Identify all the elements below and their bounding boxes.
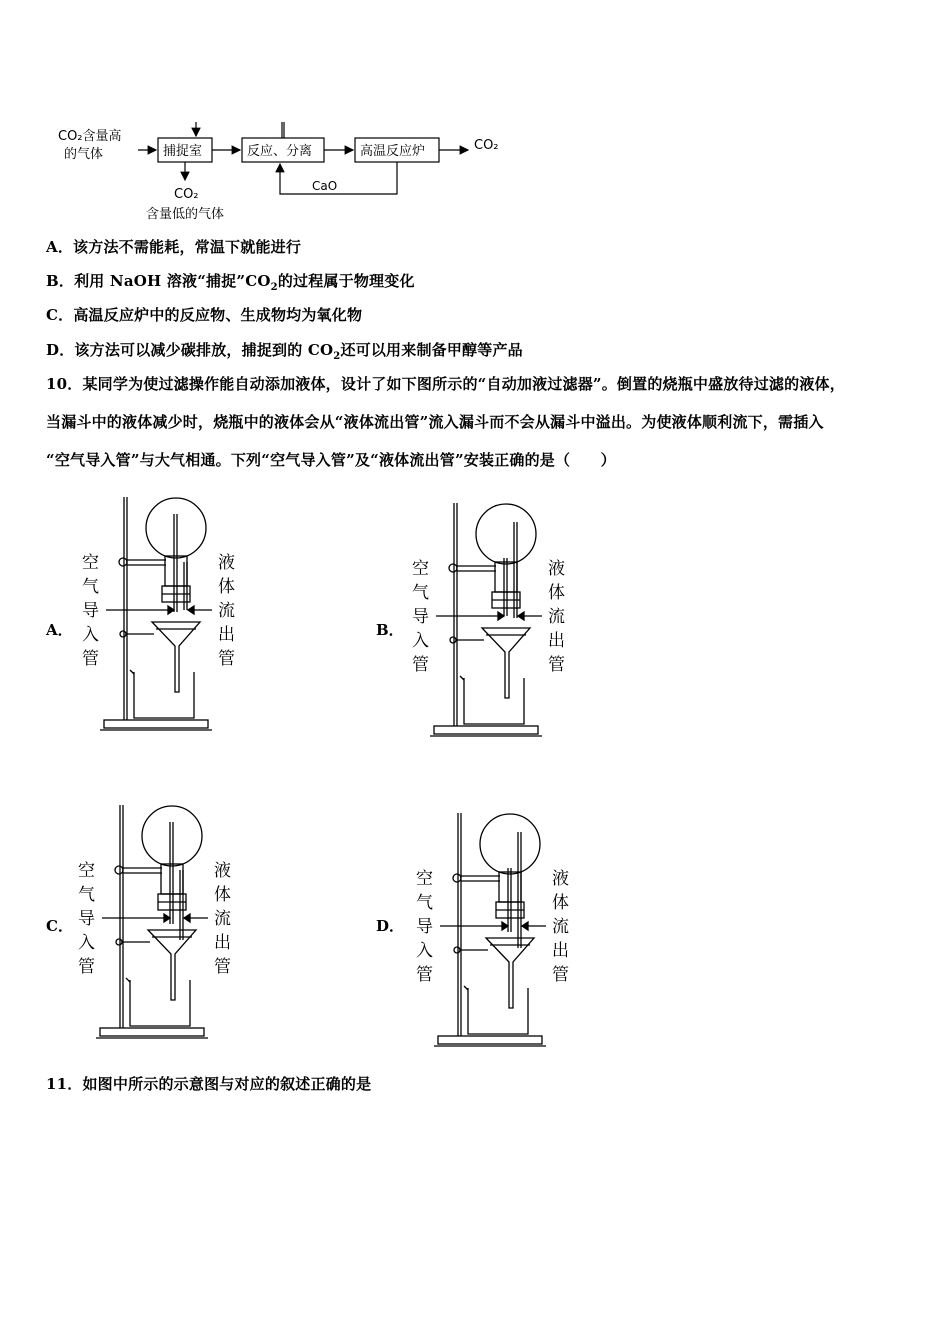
apparatus-figure-a — [76, 492, 246, 741]
air-inlet-tube-label-char: 管 — [82, 649, 99, 669]
q11-stem: 11．如图中所示的示意图与对应的叙述正确的是 — [46, 1075, 372, 1093]
low-co2-label-1: CO₂ — [174, 187, 199, 202]
apparatus-drawing — [406, 498, 576, 743]
air-inlet-tube-label-char: 导 — [78, 909, 95, 929]
q10-stem-line-1: 10．某同学为使过滤操作能自动添加液体，设计了如下图所示的“自动加液过滤器”。倒置的烧瓶中盛放待过滤的液体， — [46, 375, 845, 393]
air-inlet-tube-label-char: 气 — [416, 893, 433, 913]
air-inlet-tube-label-char: 入 — [82, 625, 99, 645]
option-b-label: B． — [376, 621, 404, 639]
liquid-outlet-tube-label-char: 流 — [552, 917, 569, 937]
apparatus-figure-d — [410, 808, 580, 1057]
reaction-separation-label: 反应、分离 — [247, 144, 313, 159]
air-inlet-tube-label-char: 管 — [412, 655, 429, 675]
air-inlet-tube-label-char: 入 — [78, 933, 95, 953]
output-co2-label: CO₂ — [474, 138, 499, 153]
apparatus-figure-b — [406, 498, 576, 747]
apparatus-drawing — [410, 808, 580, 1053]
return-cao-label: CaO — [312, 179, 338, 193]
liquid-outlet-tube-label-char: 流 — [218, 601, 235, 621]
liquid-outlet-tube-label-char: 液 — [214, 861, 231, 881]
furnace-label: 高温反应炉 — [360, 144, 426, 159]
liquid-outlet-tube-label-char: 液 — [552, 869, 569, 889]
air-inlet-tube-label-char: 管 — [416, 965, 433, 985]
air-inlet-tube-label-char: 导 — [412, 607, 429, 627]
input-gas-label-1: CO₂含量高 — [58, 129, 122, 144]
air-inlet-tube-label-char: 入 — [412, 631, 429, 651]
liquid-outlet-tube-label-char: 液 — [548, 559, 565, 579]
liquid-outlet-tube-label-char: 出 — [548, 631, 565, 651]
liquid-outlet-tube-label-char: 管 — [552, 965, 569, 985]
q9-option-c: C．高温反应炉中的反应物、生成物均为氧化物 — [46, 306, 363, 324]
liquid-outlet-tube-label-char: 流 — [548, 607, 565, 627]
liquid-outlet-tube-label-char: 体 — [214, 885, 231, 905]
liquid-outlet-tube-label-char: 体 — [548, 583, 565, 603]
q10-stem-line-2: 当漏斗中的液体减少时，烧瓶中的液体会从“液体流出管”流入漏斗而不会从漏斗中溢出。为使液体顺利流下，需插入 — [46, 413, 824, 431]
q9-option-d: D．该方法可以减少碳排放，捕捉到的 $CO_2$还可以用来制备甲醇等产品 — [46, 341, 523, 362]
liquid-outlet-tube-label-char: 管 — [218, 649, 235, 669]
air-inlet-tube-label-char: 空 — [416, 869, 433, 889]
apparatus-drawing — [72, 800, 242, 1045]
option-a-label: A． — [46, 621, 73, 639]
air-inlet-tube-label-char: 管 — [78, 957, 95, 977]
option-c-label: C． — [46, 917, 73, 935]
co2-capture-flowchart — [50, 122, 520, 227]
air-inlet-tube-label-char: 气 — [82, 577, 99, 597]
liquid-outlet-tube-label-char: 出 — [214, 933, 231, 953]
option-d-label: D． — [376, 917, 405, 935]
input-gas-label-2: 的气体 — [64, 147, 104, 162]
air-inlet-tube-label-char: 气 — [412, 583, 429, 603]
liquid-outlet-tube-label-char: 液 — [218, 553, 235, 573]
q10-stem-line-3: “空气导入管”与大气相通。下列“空气导入管”及“液体流出管”安装正确的是（ ） — [46, 451, 616, 469]
liquid-outlet-tube-label-char: 管 — [214, 957, 231, 977]
liquid-outlet-tube-label-char: 出 — [218, 625, 235, 645]
air-inlet-tube-label-char: 入 — [416, 941, 433, 961]
air-inlet-tube-label-char: 导 — [416, 917, 433, 937]
liquid-outlet-tube-label-char: 体 — [218, 577, 235, 597]
q9-option-b: B．利用 NaOH 溶液“捕捉$”CO_2$的过程属于物理变化 — [46, 272, 415, 293]
air-inlet-tube-label-char: 空 — [82, 553, 99, 573]
low-co2-label-2: 含量低的气体 — [146, 207, 225, 222]
liquid-outlet-tube-label-char: 体 — [552, 893, 569, 913]
air-inlet-tube-label-char: 空 — [78, 861, 95, 881]
air-inlet-tube-label-char: 导 — [82, 601, 99, 621]
apparatus-drawing — [76, 492, 246, 737]
air-inlet-tube-label-char: 气 — [78, 885, 95, 905]
q9-option-a: A．该方法不需能耗，常温下就能进行 — [46, 238, 302, 256]
liquid-outlet-tube-label-char: 管 — [548, 655, 565, 675]
capture-chamber-label: 捕捉室 — [163, 144, 203, 159]
air-inlet-tube-label-char: 空 — [412, 559, 429, 579]
liquid-outlet-tube-label-char: 流 — [214, 909, 231, 929]
liquid-outlet-tube-label-char: 出 — [552, 941, 569, 961]
apparatus-figure-c — [72, 800, 242, 1049]
